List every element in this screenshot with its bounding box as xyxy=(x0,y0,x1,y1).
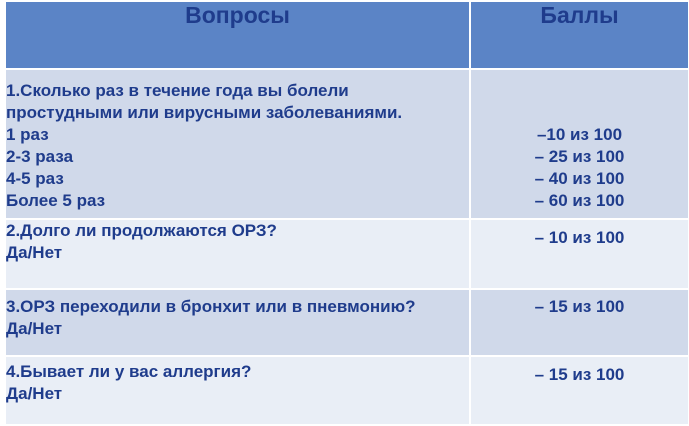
question-cell xyxy=(5,356,470,425)
question-title: 4.Бывает ли у вас аллергия? xyxy=(6,362,252,381)
header-questions: Вопросы xyxy=(5,1,470,69)
score-value: – 25 из 100 xyxy=(534,147,625,166)
questionnaire-table xyxy=(4,0,689,426)
table-row xyxy=(5,69,689,219)
header-scores: Баллы xyxy=(470,1,689,69)
question-cell xyxy=(5,289,470,356)
table-row xyxy=(5,219,689,289)
question-title-cont: простудными или вирусными заболеваниями. xyxy=(6,103,403,122)
score-value: –10 из 100 xyxy=(536,125,623,144)
score-cell xyxy=(470,69,689,219)
answer-option: Да/Нет xyxy=(6,243,63,262)
score-cell xyxy=(470,289,689,356)
answer-option: 1 раз xyxy=(6,125,49,144)
answer-option: Да/Нет xyxy=(6,384,63,403)
answer-option: Да/Нет xyxy=(6,319,63,338)
score-value: – 15 из 100 xyxy=(534,297,625,316)
question-title: 1.Сколько раз в течение года вы болели xyxy=(6,81,349,100)
answer-option: 2-3 раза xyxy=(6,147,74,166)
score-value: – 40 из 100 xyxy=(534,169,625,188)
question-cell xyxy=(5,69,470,219)
score-cell xyxy=(470,219,689,289)
question-title: 3.ОРЗ переходили в бронхит или в пневмонию? xyxy=(6,297,416,316)
table-row xyxy=(5,289,689,356)
score-cell xyxy=(470,356,689,425)
question-cell xyxy=(5,219,470,289)
score-value: – 15 из 100 xyxy=(534,365,625,384)
table-row xyxy=(5,356,689,425)
answer-option: Более 5 раз xyxy=(6,191,106,210)
answer-option: 4-5 раз xyxy=(6,169,64,188)
question-title: 2.Долго ли продолжаются ОРЗ? xyxy=(6,221,277,240)
table-header-row xyxy=(5,1,689,69)
score-value: – 10 из 100 xyxy=(534,228,625,247)
score-value: – 60 из 100 xyxy=(534,191,625,210)
